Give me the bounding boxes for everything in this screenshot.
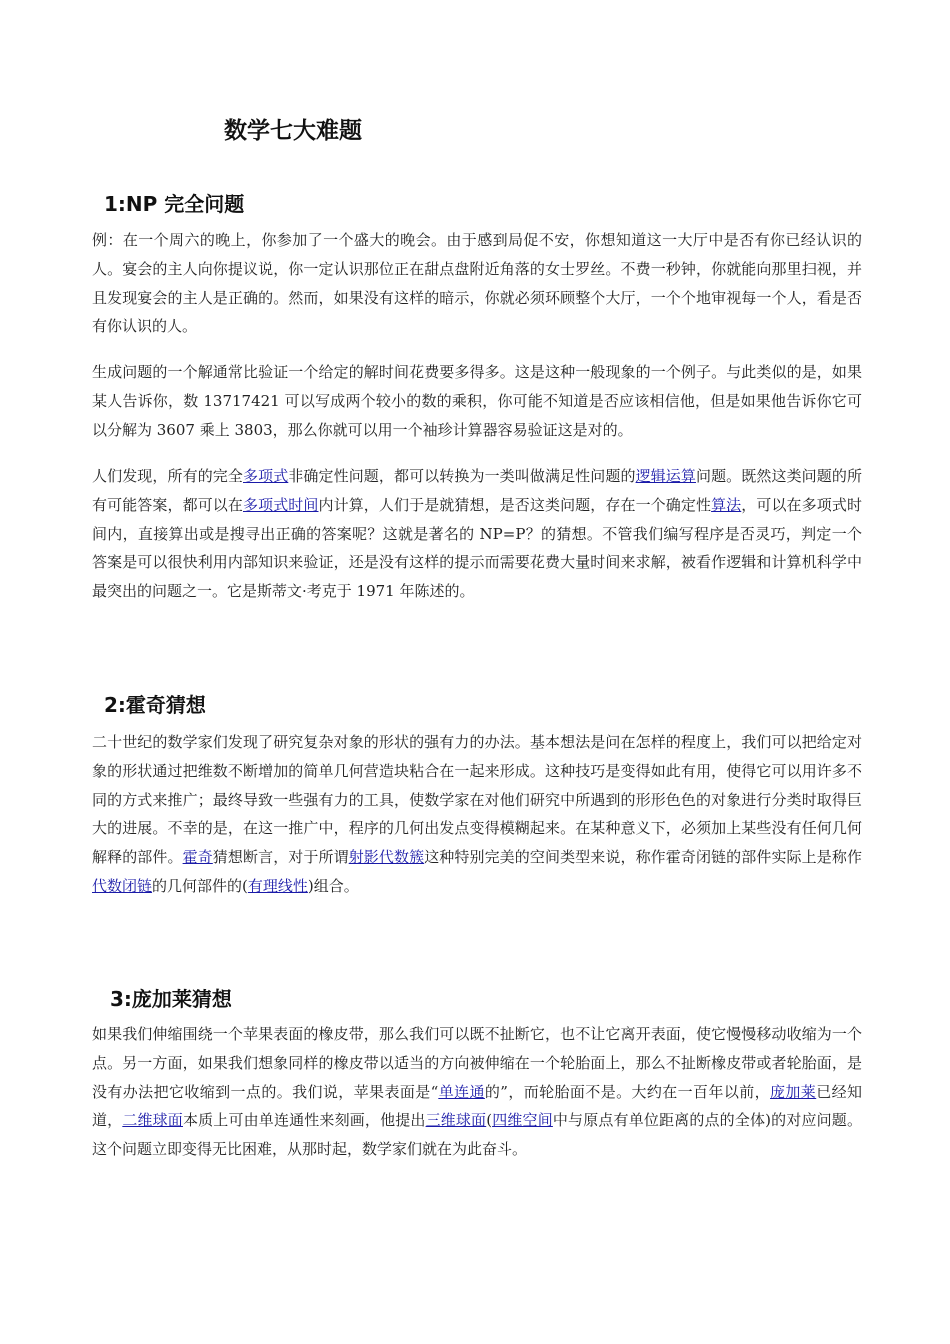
text-run: 例：在一个周六的晚上，你参加了一个盛大的晚会。由于感到局促不安，你想知道这一大厅中是否有你已经认识的人。宴会的主人向你提议说，你一定认识那位正在甜点盘附近角落的女士罗丝。不费一秒钟，你就能向那里扫视，并且发现宴会的主人是正确的。然而，如果没有这样的暗示，你就必须环顾整个大厅，一个个地审视每一个人，看是否有你认识的人。 [92, 231, 862, 336]
text-run: 猜想断言，对于所谓 [212, 848, 349, 867]
text-run: 的几何部件的( [152, 876, 248, 895]
text-run: 已经知道， [92, 1082, 862, 1130]
text-run: 如果我们伸缩围绕一个苹果表面的橡皮带，那么我们可以既不扯断它，也不让它离开表面，使它慢慢移动收缩为一个点。另一方面，如果我们想象同样的橡皮带以适当的方向被伸缩在一个轮胎面上，那么不扯断橡皮带或者轮胎面，是没有办法把它收缩到一点的。我们说，苹果表面是“ [92, 1025, 862, 1101]
term-link[interactable]: 庞加莱 [770, 1082, 817, 1101]
text-run: 人们发现，所有的完全 [92, 467, 243, 485]
term-link[interactable]: 二维球面 [122, 1111, 183, 1130]
term-link[interactable]: 多项式 [243, 467, 289, 485]
term-link[interactable]: 射影代数簇 [348, 848, 425, 867]
text-run: 二十世纪的数学家们发现了研究复杂对象的形状的强有力的办法。基本想法是问在怎样的程度上，我们可以把给定对象的形状通过把维数不断增加的简单几何营造块粘合在一起来形成。这种技巧是变得如此有用，使得它可以用许多不同的方式来推广；最终导致一些强有力的工具，使数学家在对他们研究中所遇到的形形色色的对象进行分类时取得巨大的进展。不幸的是，在这一推广中，程序的几何出发点变得模糊起来。在某种意义下，必须加上某些没有任何几何解释的部件。 [92, 733, 862, 867]
text-run: 问题。既然这类问题的所有可能答案，都可以在 [92, 467, 862, 514]
text-run: 的”，而轮胎面不是。大约在一百年以前， [484, 1082, 771, 1101]
term-link[interactable]: 多项式时间 [243, 495, 319, 514]
term-link[interactable]: 四维空间 [492, 1111, 553, 1130]
section-heading-poincare: 3:庞加莱猜想 [110, 987, 232, 1011]
text-run: )组合。 [307, 876, 359, 895]
paragraph-np-1 [92, 226, 862, 341]
text-run: 内计算，人们于是就猜想，是否这类问题，存在一个确定性 [318, 495, 712, 514]
term-link[interactable]: 三维球面 [425, 1111, 487, 1130]
text-run: 本质上可由单连通性来刻画，他提出 [182, 1111, 426, 1130]
paragraph-np-3 [92, 462, 862, 606]
text-run: 非确定性问题，都可以转换为一类叫做满足性问题的 [288, 467, 636, 485]
section-heading-hodge: 2:霍奇猜想 [104, 693, 206, 717]
paragraph-poincare-1 [92, 1020, 862, 1164]
paragraph-np-2 [92, 358, 862, 444]
term-link[interactable]: 代数闭链 [92, 876, 153, 895]
text-run: ( [486, 1111, 493, 1130]
paragraph-hodge-1 [92, 728, 862, 901]
term-link[interactable]: 逻辑运算 [635, 467, 696, 485]
text-run: 生成问题的一个解通常比验证一个给定的解时间花费要多得多。这是这种一般现象的一个例子。与此类似的是，如果某人告诉你，数 13717421 可以写成两个较小的数的乘积，你可能不知道是否应该相信他，但是如果他告诉你它可以分解为 3607 乘上 3803，那么你就可以用一个袖珍计算器容易验证这是对的。 [92, 363, 862, 439]
term-link[interactable]: 单连通 [438, 1082, 485, 1101]
text-run: 这种特别完美的空间类型来说，称作霍奇闭链的部件实际上是称作 [424, 848, 862, 867]
page-title: 数学七大难题 [224, 118, 362, 144]
term-link[interactable]: 有理线性 [247, 876, 308, 895]
text-run: 中与原点有单位距离的点的全体)的对应问题。这个问题立即变得无比困难，从那时起，数学家们就在为此奋斗。 [92, 1111, 862, 1159]
term-link[interactable]: 霍奇 [182, 848, 213, 867]
text-run: ，可以在多项式时间内，直接算出或是搜寻出正确的答案呢？这就是著名的 NP=P？的猜想。不管我们编写程序是否灵巧，判定一个答案是可以很快利用内部知识来验证，还是没有这样的提示而需要花费大量时间来求解，被看作逻辑和计算机科学中最突出的问题之一。它是斯蒂文·考克于 1971 年陈述的。 [92, 495, 862, 601]
term-link[interactable]: 算法 [711, 495, 742, 514]
section-heading-np: 1:NP 完全问题 [104, 192, 245, 216]
